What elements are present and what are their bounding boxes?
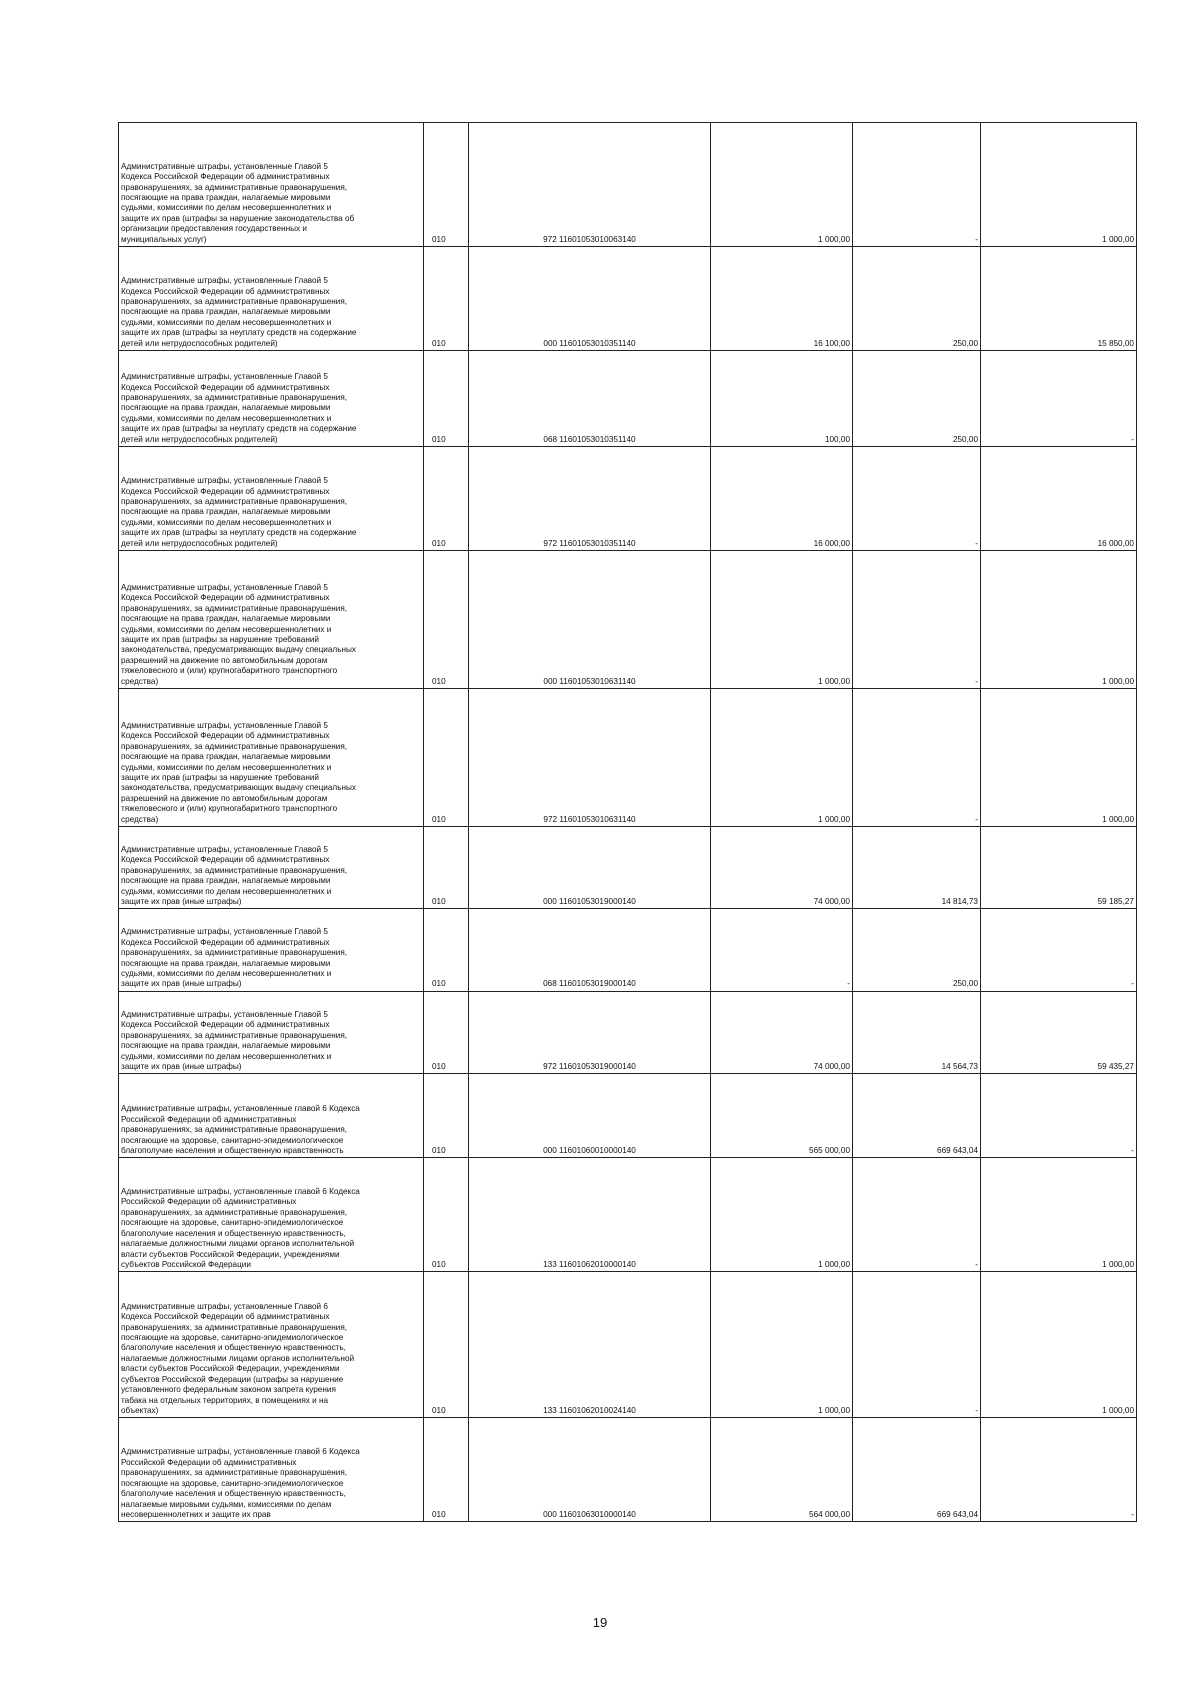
- row-executed-cell: -: [853, 1158, 981, 1272]
- row-assigned-cell: 74 000,00: [711, 827, 853, 909]
- row-name-cell: Административные штрафы, установленные Главой 6 Кодекса Российской Федерации об административных правонарушениях, за административные правонарушения, посягающие на здоровье, санитарно-эпидемиологическое благополучие населения и общественную нравственность, налагаемые должностными лицами органов исполнительной власти субъектов Российской Федерации, учреждениями субъектов Российской Федерации (штрафы за нарушение установленного федеральным законом запрета курения табака на отдельных территориях, в помещениях и на объектах): [119, 1272, 424, 1418]
- row-unexecuted-cell: 59 435,27: [981, 991, 1137, 1073]
- row-assigned-cell: -: [711, 909, 853, 991]
- row-kbk-cell: 068 11601053019000140: [469, 909, 711, 991]
- row-name-cell: Административные штрафы, установленные Главой 5 Кодекса Российской Федерации об административных правонарушениях, за административные правонарушения, посягающие на права граждан, налагаемые мировыми судьями, комиссиями по делам несовершеннолетних и защите их прав (иные штрафы): [119, 827, 424, 909]
- row-assigned-cell: 74 000,00: [711, 991, 853, 1073]
- row-assigned-cell: 564 000,00: [711, 1418, 853, 1522]
- row-executed-cell: -: [853, 123, 981, 247]
- row-unexecuted-cell: 1 000,00: [981, 123, 1137, 247]
- table-row: [119, 351, 1137, 447]
- row-executed-cell: 14 564,73: [853, 991, 981, 1073]
- row-executed-cell: -: [853, 551, 981, 689]
- row-code-cell: 010: [424, 1074, 469, 1158]
- row-name-cell: Административные штрафы, установленные Главой 5 Кодекса Российской Федерации об административных правонарушениях, за административные правонарушения, посягающие на права граждан, налагаемые мировыми судьями, комиссиями по делам несовершеннолетних и защите их прав (штрафы за нарушение требований законодательства, предусматривающих выдачу специальных разрешений на движение по автомобильным дорогам тяжеловесного и (или) крупногабаритного транспортного средства): [119, 551, 424, 689]
- row-executed-cell: -: [853, 447, 981, 551]
- table-row: [119, 689, 1137, 827]
- table-row: [119, 1074, 1137, 1158]
- row-name-cell: Административные штрафы, установленные Главой 5 Кодекса Российской Федерации об административных правонарушениях, за административные правонарушения, посягающие на права граждан, налагаемые мировыми судьями, комиссиями по делам несовершеннолетних и защите их прав (штрафы за нарушение требований законодательства, предусматривающих выдачу специальных разрешений на движение по автомобильным дорогам тяжеловесного и (или) крупногабаритного транспортного средства): [119, 689, 424, 827]
- row-kbk-cell: 000 11601063010000140: [469, 1418, 711, 1522]
- row-name-cell: Административные штрафы, установленные Главой 5 Кодекса Российской Федерации об административных правонарушениях, за административные правонарушения, посягающие на права граждан, налагаемые мировыми судьями, комиссиями по делам несовершеннолетних и защите их прав (штрафы за неуплату средств на содержание детей или нетрудоспособных родителей): [119, 351, 424, 447]
- row-executed-cell: 669 643,04: [853, 1074, 981, 1158]
- row-assigned-cell: 565 000,00: [711, 1074, 853, 1158]
- table-row: [119, 909, 1137, 991]
- row-assigned-cell: 1 000,00: [711, 123, 853, 247]
- row-executed-cell: 14 814,73: [853, 827, 981, 909]
- row-name-cell: Административные штрафы, установленные Главой 5 Кодекса Российской Федерации об административных правонарушениях, за административные правонарушения, посягающие на права граждан, налагаемые мировыми судьями, комиссиями по делам несовершеннолетних и защите их прав (штрафы за неуплату средств на содержание детей или нетрудоспособных родителей): [119, 447, 424, 551]
- row-code-cell: 010: [424, 247, 469, 351]
- row-kbk-cell: 972 11601053010063140: [469, 123, 711, 247]
- table-row: [119, 1272, 1137, 1418]
- row-code-cell: 010: [424, 1272, 469, 1418]
- row-kbk-cell: 133 11601062010000140: [469, 1158, 711, 1272]
- row-assigned-cell: 100,00: [711, 351, 853, 447]
- row-kbk-cell: 000 11601053010631140: [469, 551, 711, 689]
- table-row: [119, 827, 1137, 909]
- row-code-cell: 010: [424, 1418, 469, 1522]
- row-executed-cell: -: [853, 1272, 981, 1418]
- row-unexecuted-cell: 59 185,27: [981, 827, 1137, 909]
- row-executed-cell: 250,00: [853, 351, 981, 447]
- row-unexecuted-cell: -: [981, 1418, 1137, 1522]
- row-unexecuted-cell: -: [981, 909, 1137, 991]
- row-kbk-cell: 972 11601053010631140: [469, 689, 711, 827]
- row-assigned-cell: 1 000,00: [711, 1158, 853, 1272]
- row-executed-cell: 669 643,04: [853, 1418, 981, 1522]
- row-kbk-cell: 972 11601053019000140: [469, 991, 711, 1073]
- row-kbk-cell: 133 11601062010024140: [469, 1272, 711, 1418]
- row-code-cell: 010: [424, 991, 469, 1073]
- row-name-cell: Административные штрафы, установленные Главой 5 Кодекса Российской Федерации об административных правонарушениях, за административные правонарушения, посягающие на права граждан, налагаемые мировыми судьями, комиссиями по делам несовершеннолетних и защите их прав (иные штрафы): [119, 909, 424, 991]
- table-row: [119, 991, 1137, 1073]
- row-code-cell: 010: [424, 909, 469, 991]
- row-unexecuted-cell: 1 000,00: [981, 551, 1137, 689]
- row-name-cell: Административные штрафы, установленные главой 6 Кодекса Российской Федерации об административных правонарушениях, за административные правонарушения, посягающие на здоровье, санитарно-эпидемиологическое благополучие населения и общественную нравственность, налагаемые должностными лицами органов исполнительной власти субъектов Российской Федерации, учреждениями субъектов Российской Федерации: [119, 1158, 424, 1272]
- table-row: [119, 247, 1137, 351]
- row-executed-cell: 250,00: [853, 909, 981, 991]
- row-unexecuted-cell: 15 850,00: [981, 247, 1137, 351]
- row-unexecuted-cell: 1 000,00: [981, 1272, 1137, 1418]
- row-code-cell: 010: [424, 123, 469, 247]
- row-executed-cell: -: [853, 689, 981, 827]
- table-row: [119, 123, 1137, 247]
- row-unexecuted-cell: 1 000,00: [981, 689, 1137, 827]
- page-number: 19: [592, 1615, 608, 1630]
- row-code-cell: 010: [424, 447, 469, 551]
- row-name-cell: Административные штрафы, установленные главой 6 Кодекса Российской Федерации об административных правонарушениях, за административные правонарушения, посягающие на здоровье, санитарно-эпидемиологическое благополучие населения и общественную нравственность: [119, 1074, 424, 1158]
- row-assigned-cell: 16 000,00: [711, 447, 853, 551]
- table-row: [119, 1158, 1137, 1272]
- revenue-table: [118, 122, 1137, 1522]
- row-name-cell: Административные штрафы, установленные Главой 5 Кодекса Российской Федерации об административных правонарушениях, за административные правонарушения, посягающие на права граждан, налагаемые мировыми судьями, комиссиями по делам несовершеннолетних и защите их прав (штрафы за нарушение законодательства об организации предоставления государственных и муниципальных услуг): [119, 123, 424, 247]
- row-assigned-cell: 1 000,00: [711, 551, 853, 689]
- row-assigned-cell: 1 000,00: [711, 1272, 853, 1418]
- row-name-cell: Административные штрафы, установленные главой 6 Кодекса Российской Федерации об административных правонарушениях, за административные правонарушения, посягающие на здоровье, санитарно-эпидемиологическое благополучие населения и общественную нравственность, налагаемые мировыми судьями, комиссиями по делам несовершеннолетних и защите их прав: [119, 1418, 424, 1522]
- row-code-cell: 010: [424, 689, 469, 827]
- row-code-cell: 010: [424, 1158, 469, 1272]
- row-kbk-cell: 000 11601060010000140: [469, 1074, 711, 1158]
- row-assigned-cell: 1 000,00: [711, 689, 853, 827]
- row-assigned-cell: 16 100,00: [711, 247, 853, 351]
- row-kbk-cell: 000 11601053019000140: [469, 827, 711, 909]
- row-kbk-cell: 000 11601053010351140: [469, 247, 711, 351]
- row-code-cell: 010: [424, 827, 469, 909]
- table-row: [119, 447, 1137, 551]
- row-code-cell: 010: [424, 551, 469, 689]
- row-kbk-cell: 972 11601053010351140: [469, 447, 711, 551]
- row-unexecuted-cell: -: [981, 351, 1137, 447]
- table-row: [119, 1418, 1137, 1522]
- row-executed-cell: 250,00: [853, 247, 981, 351]
- row-name-cell: Административные штрафы, установленные Главой 5 Кодекса Российской Федерации об административных правонарушениях, за административные правонарушения, посягающие на права граждан, налагаемые мировыми судьями, комиссиями по делам несовершеннолетних и защите их прав (иные штрафы): [119, 991, 424, 1073]
- row-name-cell: Административные штрафы, установленные Главой 5 Кодекса Российской Федерации об административных правонарушениях, за административные правонарушения, посягающие на права граждан, налагаемые мировыми судьями, комиссиями по делам несовершеннолетних и защите их прав (штрафы за неуплату средств на содержание детей или нетрудоспособных родителей): [119, 247, 424, 351]
- row-unexecuted-cell: 16 000,00: [981, 447, 1137, 551]
- row-code-cell: 010: [424, 351, 469, 447]
- row-kbk-cell: 068 11601053010351140: [469, 351, 711, 447]
- row-unexecuted-cell: -: [981, 1074, 1137, 1158]
- row-unexecuted-cell: 1 000,00: [981, 1158, 1137, 1272]
- table-row: [119, 551, 1137, 689]
